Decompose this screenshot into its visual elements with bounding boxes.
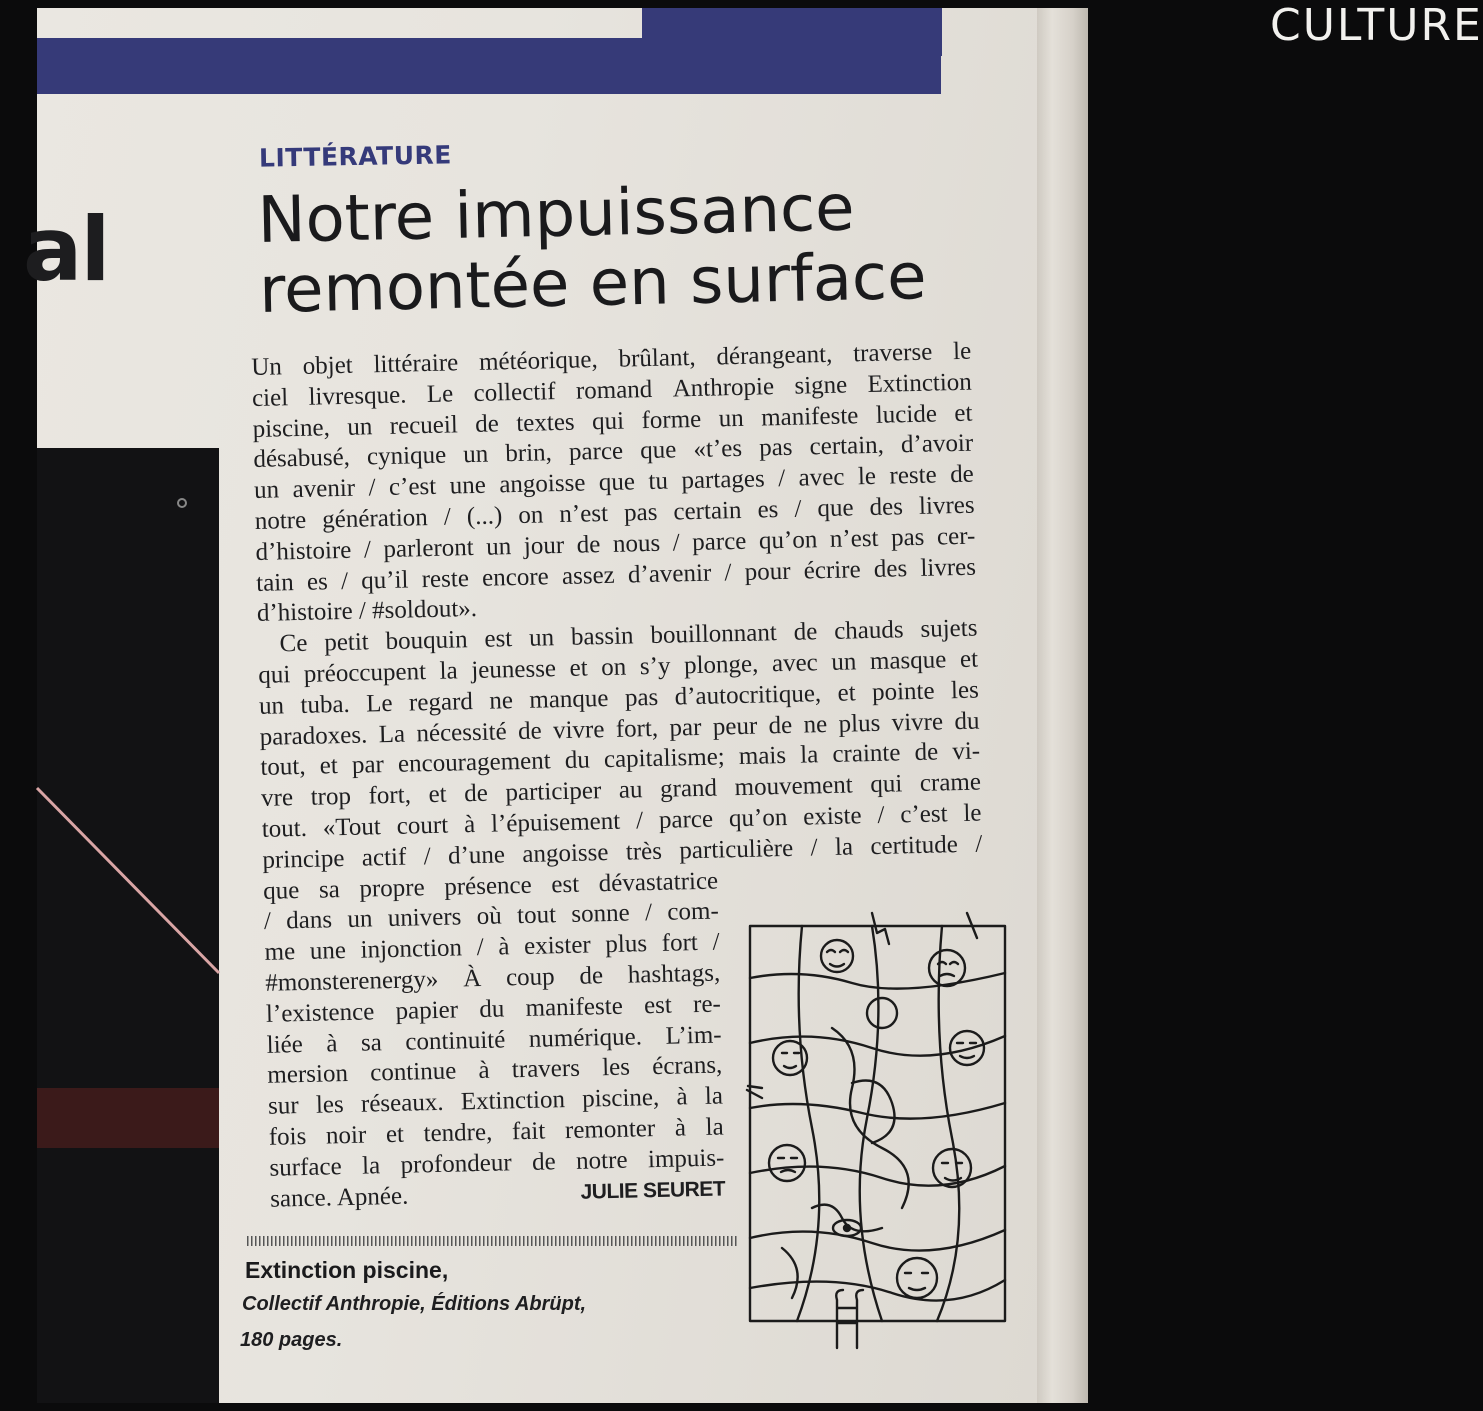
body-line: sur les réseaux. Extinction piscine, à la <box>267 1082 724 1120</box>
section-tab <box>642 0 1483 56</box>
body-line: #monsterenergy» À coup de hashtags, <box>264 959 721 997</box>
body-line: d’histoire / parleront un jour de nous / parce qu’on n’est pas cer- <box>255 522 976 566</box>
body-line: désabusé, cynique un brin, parce que «t’es pas certain, d’avoir <box>253 430 974 474</box>
book-title: Extinction piscine, <box>245 1257 449 1283</box>
neighbor-headline-fragment: al <box>23 198 109 301</box>
headline-line-2: remontée en surface <box>258 240 928 328</box>
body-line: notre génération / (...) on n’est pas certain es / que des livres <box>254 491 975 535</box>
pool-illustration <box>742 908 1012 1348</box>
body-line: Ce petit bouquin est un bassin bouillonnant de chauds sujets <box>279 614 978 658</box>
byline: JULIE SEURET <box>580 1176 726 1204</box>
next-page-edge <box>1037 8 1088 1403</box>
body-line: ciel livresque. Le collectif romand Anthropie signe Extinction <box>251 368 973 412</box>
body-line: liée à sa continuité numérique. L’im- <box>266 1021 722 1059</box>
body-line: surface la profondeur de notre impuis- <box>269 1144 725 1182</box>
body-line: piscine, un recueil de textes qui forme un manifeste lucide et <box>252 399 973 443</box>
newspaper-page <box>23 0 1483 1403</box>
headline-line-1: Notre impuissance <box>256 171 856 258</box>
book-publisher: Collectif Anthropie, Éditions Abrüpt, <box>242 1293 587 1315</box>
neighbor-photo <box>37 448 219 1403</box>
headline <box>257 171 980 326</box>
body-line: un tuba. Le regard ne manque pas d’autocritique, et pointe les <box>258 676 980 720</box>
body-line: fois noir et tendre, fait remonter à la <box>268 1113 724 1151</box>
body-line: Un objet littéraire météorique, brûlant, dérangeant, traverse le <box>251 337 972 381</box>
body-line: qui préoccupent la jeunesse et on s’y plonge, avec un masque et <box>258 645 979 689</box>
body-line: principe actif / d’une angoisse très particulière / la certitude / <box>262 830 983 874</box>
body-line: me une injonction / à exister plus fort / <box>264 928 720 966</box>
body-line: l’existence papier du manifeste est re- <box>265 990 722 1028</box>
body-line: / dans un univers où tout sonne / com- <box>263 897 720 936</box>
body-line: tain es / qu’il reste encore assez d’avenir / pour écrire des livres <box>255 553 977 597</box>
section-label: CULTURE <box>1270 0 1483 51</box>
body-line: paradoxes. La nécessité de vivre fort, par peur de ne plus vivre du <box>259 707 980 751</box>
body-line: vre trop fort, et de participer au grand mouvement qui crame <box>260 768 982 813</box>
body-line: un avenir / c’est une angoisse que tu partages / avec le reste de <box>253 460 975 505</box>
rubric: LITTÉRATURE <box>258 140 453 173</box>
body-line: d’histoire / #soldout». <box>256 595 478 628</box>
separator-rule <box>247 1236 739 1246</box>
body-line: mersion continue à travers les écrans, <box>267 1051 723 1090</box>
photo-diagonal-line <box>37 448 219 1403</box>
body-line: tout, et par encouragement du capitalisme; mais la crainte de vi- <box>260 737 981 782</box>
body-line: tout. «Tout court à l’épuisement / parce qu’on existe / c’est le <box>261 799 982 843</box>
photo-frame <box>23 0 1483 1403</box>
body-line-text: sance. Apnée. <box>269 1182 409 1213</box>
book-pages: 180 pages. <box>240 1329 343 1351</box>
body-line: que sa propre présence est dévastatrice <box>262 867 719 905</box>
